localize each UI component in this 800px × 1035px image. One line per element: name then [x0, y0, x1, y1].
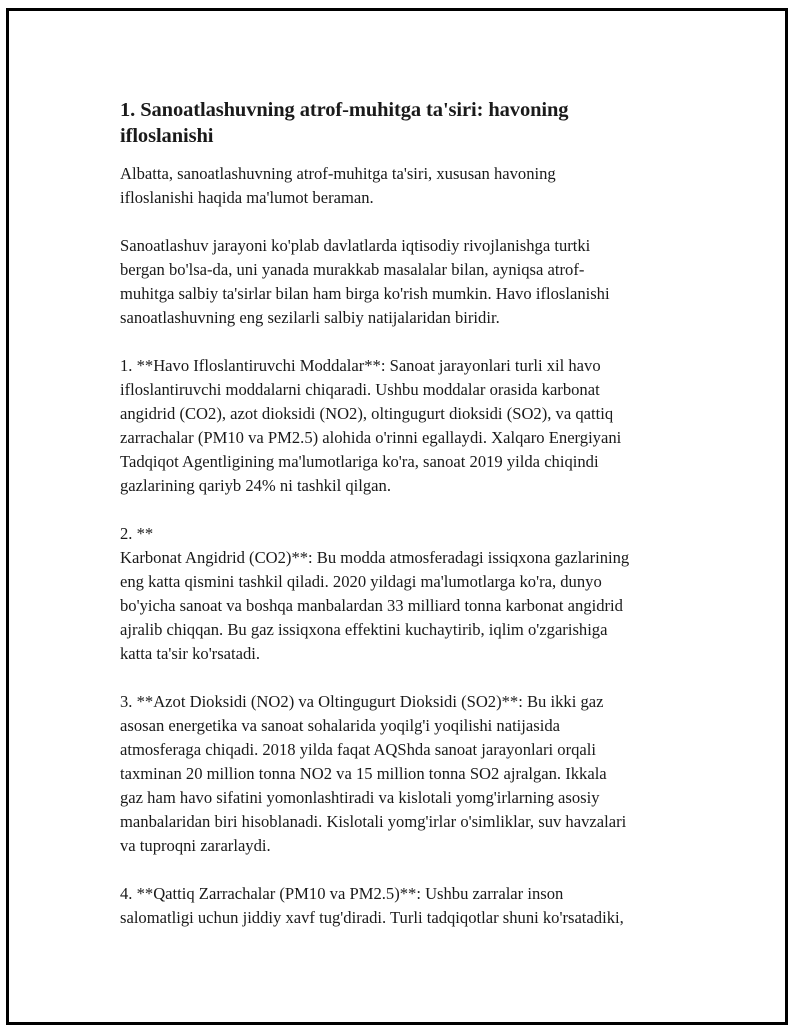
- document-body: [120, 97, 695, 954]
- paragraph-co2: 2. ** Karbonat Angidrid (CO2)**: Bu modda atmosferadagi issiqxona gazlarining eng katta qismini tashkil qiladi. 2020 yildagi ma'lumotlarga ko'ra, dunyo bo'yicha sanoat va boshqa manbalardan 33 milliard tonna karbonat angidrid ajralib chiqqan. Bu gaz issiqxona effektini kuchaytirib, iqlim o'zgarishiga katta ta'sir ko'rsatadi.: [120, 524, 630, 663]
- paragraph-no2-so2: 3. **Azot Dioksidi (NO2) va Oltingugurt Dioksidi (SO2)**: Bu ikki gaz asosan energetika va sanoat sohalarida yoqilg'i yoqilishi natijasida atmosferaga chiqadi. 2018 yilda faqat AQShda sanoat jarayonlari orqali taxminan 20 million tonna NO2 va 15 million tonna SO2 ajralgan. Ikkala gaz ham havo sifatini yomonlashtiradi va kislotali yomg'irlarning asosiy manbalaridan biri hisoblanadi. Kislotali yomg'irlar o'simliklar, suv havzalari va tuproqni zararlaydi.: [120, 692, 627, 855]
- page-frame: [6, 8, 788, 1025]
- paragraph-intro: Albatta, sanoatlashuvning atrof-muhitga ta'siri, xususan havoning ifloslanishi haqida ma'lumot beraman.: [120, 164, 556, 207]
- paragraph-overview: Sanoatlashuv jarayoni ko'plab davlatlarda iqtisodiy rivojlanishga turtki bergan bo'lsa-da, uni yanada murakkab masalalar bilan, ayniqsa atrof- muhitga salbiy ta'sirlar bilan ham birga ko'rish mumkin. Havo ifloslanishi sanoatlashuvning eng sezilarli salbiy natijalaridan biridir.: [120, 236, 610, 327]
- paragraph-pollutants: 1. **Havo Ifloslantiruvchi Moddalar**: Sanoat jarayonlari turli xil havo ifloslantiruvchi moddalarni chiqaradi. Ushbu moddalar orasida karbonat angidrid (CO2), azot dioksidi (NO2), oltingugurt dioksidi (SO2), va qattiq zarrachalar (PM10 va PM2.5) alohida o'rinni egallaydi. Xalqaro Energiyani Tadqiqot Agentligining ma'lumotlariga ko'ra, sanoat 2019 yilda chiqindi gazlarining qariyb 24% ni tashkil qilgan.: [120, 356, 622, 495]
- document-title: 1. Sanoatlashuvning atrof-muhitga ta'siri: havoning ifloslanishi: [120, 99, 569, 147]
- paragraph-particulates: 4. **Qattiq Zarrachalar (PM10 va PM2.5)**: Ushbu zarralar inson salomatligi uchun jiddiy xavf tug'diradi. Turli tadqiqotlar shuni ko'rsatadiki,: [120, 884, 624, 927]
